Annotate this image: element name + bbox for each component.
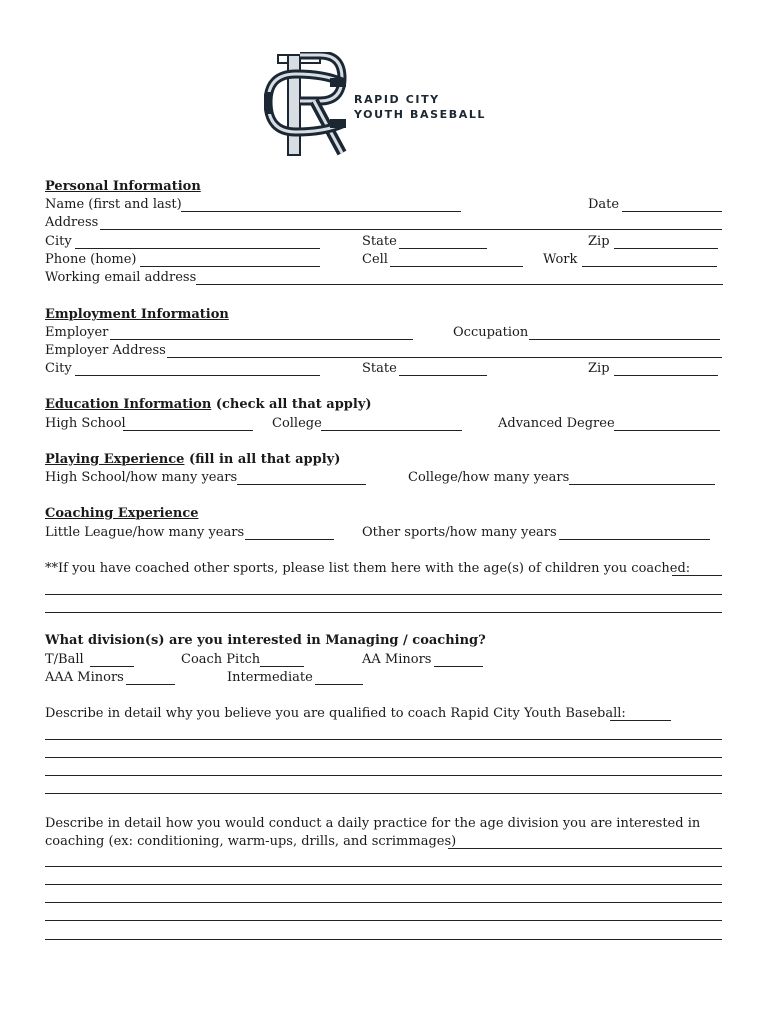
play-high-school-label: High School/how many years	[45, 470, 238, 485]
other-sports-label: Other sports/how many years	[362, 525, 557, 540]
employer-city-field[interactable]	[75, 375, 320, 376]
intermediate-field[interactable]	[315, 684, 363, 685]
other-sports-list-field[interactable]	[672, 575, 722, 576]
employer-zip-label: Zip	[588, 361, 610, 376]
phone-home-label: Phone (home)	[45, 252, 137, 267]
practice-prompt-line-2: coaching (ex: conditioning, warm-ups, drills, and scrimmages)	[45, 834, 457, 849]
coach-pitch-field[interactable]	[260, 666, 304, 667]
logo-line-2: YOUTH BASEBALL	[354, 108, 487, 121]
employer-field[interactable]	[110, 339, 413, 340]
division-question: What division(s) are you interested in Managing / coaching?	[45, 633, 486, 648]
employment-info-heading: Employment Information	[45, 307, 229, 322]
aa-minors-label: AA Minors	[362, 652, 432, 667]
tball-label: T/Ball	[45, 652, 84, 667]
qualified-line[interactable]	[45, 775, 722, 776]
little-league-label: Little League/how many years	[45, 525, 245, 540]
cell-field[interactable]	[390, 266, 523, 267]
email-field[interactable]	[196, 284, 723, 285]
edu-college-label: College	[272, 416, 322, 431]
zip-field[interactable]	[614, 248, 718, 249]
employer-city-label: City	[45, 361, 72, 376]
occupation-label: Occupation	[453, 325, 529, 340]
edu-college-field[interactable]	[321, 430, 462, 431]
education-heading-text: Education Information	[45, 397, 212, 412]
play-college-label: College/how many years	[408, 470, 570, 485]
coaching-exp-heading: Coaching Experience	[45, 506, 199, 521]
practice-field[interactable]	[448, 848, 722, 849]
phone-home-field[interactable]	[140, 266, 320, 267]
aaa-minors-field[interactable]	[126, 684, 175, 685]
practice-line[interactable]	[45, 939, 722, 940]
practice-line[interactable]	[45, 920, 722, 921]
other-sports-list-line[interactable]	[45, 612, 722, 613]
playing-heading-text: Playing Experience	[45, 452, 185, 467]
education-info-heading	[45, 397, 372, 413]
edu-advanced-field[interactable]	[614, 430, 720, 431]
city-field[interactable]	[75, 248, 320, 249]
playing-note: (fill in all that apply)	[188, 452, 341, 467]
aa-minors-field[interactable]	[434, 666, 483, 667]
state-label: State	[362, 234, 397, 249]
other-sports-field[interactable]	[559, 539, 710, 540]
employer-state-label: State	[362, 361, 397, 376]
state-field[interactable]	[399, 248, 487, 249]
address-label: Address	[45, 215, 99, 230]
qualified-line[interactable]	[45, 757, 722, 758]
practice-line[interactable]	[45, 866, 722, 867]
date-label: Date	[588, 197, 620, 212]
intermediate-label: Intermediate	[227, 670, 313, 685]
qualified-prompt: Describe in detail why you believe you are qualified to coach Rapid City Youth Baseball:	[45, 706, 626, 721]
employer-zip-field[interactable]	[614, 375, 718, 376]
work-label: Work	[543, 252, 578, 267]
email-label: Working email address	[45, 270, 197, 285]
work-field[interactable]	[582, 266, 717, 267]
zip-label: Zip	[588, 234, 610, 249]
coach-pitch-label: Coach Pitch	[181, 652, 261, 667]
edu-high-school-label: High School	[45, 416, 126, 431]
play-college-field[interactable]	[569, 484, 715, 485]
qualified-field[interactable]	[610, 720, 671, 721]
edu-advanced-label: Advanced Degree	[498, 416, 615, 431]
little-league-field[interactable]	[245, 539, 334, 540]
edu-high-school-field[interactable]	[123, 430, 253, 431]
aaa-minors-label: AAA Minors	[45, 670, 124, 685]
tball-field[interactable]	[90, 666, 134, 667]
logo-wordmark	[354, 92, 486, 122]
qualified-line[interactable]	[45, 739, 722, 740]
employer-label: Employer	[45, 325, 109, 340]
personal-info-heading: Personal Information	[45, 179, 201, 194]
occupation-field[interactable]	[529, 339, 720, 340]
practice-line[interactable]	[45, 902, 722, 903]
logo-line-1: RAPID CITY	[354, 93, 440, 106]
name-label: Name (first and last)	[45, 197, 182, 212]
city-label: City	[45, 234, 72, 249]
other-sports-list-line[interactable]	[45, 594, 722, 595]
employer-address-label: Employer Address	[45, 343, 166, 358]
cell-label: Cell	[362, 252, 388, 267]
date-field[interactable]	[622, 211, 722, 212]
address-field[interactable]	[100, 229, 722, 230]
name-field[interactable]	[181, 211, 461, 212]
employer-address-field[interactable]	[167, 357, 722, 358]
qualified-line[interactable]	[45, 793, 722, 794]
education-note: (check all that apply)	[215, 397, 372, 412]
playing-exp-heading	[45, 452, 340, 468]
rapid-city-logo	[264, 52, 354, 156]
employer-state-field[interactable]	[399, 375, 487, 376]
practice-prompt-line-1: Describe in detail how you would conduct a daily practice for the age division you are interested in	[45, 816, 701, 831]
play-high-school-field[interactable]	[237, 484, 366, 485]
practice-line[interactable]	[45, 884, 722, 885]
other-sports-list-prompt: **If you have coached other sports, please list them here with the age(s) of children you coached:	[45, 561, 691, 576]
